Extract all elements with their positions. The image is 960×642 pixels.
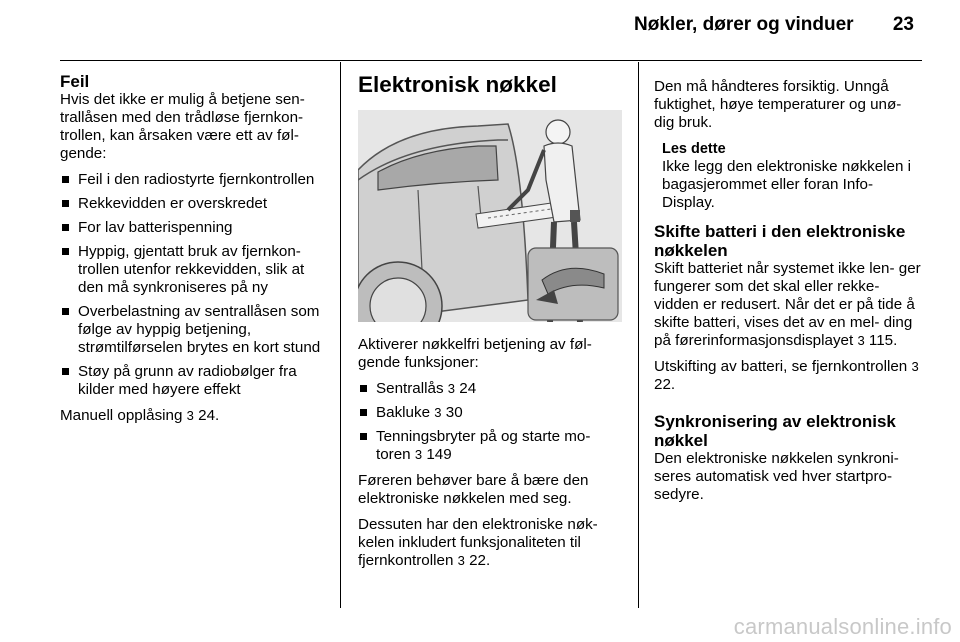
column-divider-1 bbox=[340, 62, 341, 608]
battery-replacement-paragraph: Utskifting av batteri, se fjernkontrollen 3 22. bbox=[654, 358, 919, 393]
section-heading-battery: Skifte batteri i den elektroniske nøkkelen bbox=[654, 222, 906, 260]
reference-arrow-icon: 3 bbox=[447, 381, 456, 396]
intro-paragraph: Hvis det ikke er mulig å betjene sen- trallåsen med den trådløse fjernkon- trollen, kan årsaken være ett av føl- gende: bbox=[60, 91, 305, 162]
right-column bbox=[654, 78, 924, 512]
sync-paragraph: Den elektroniske nøkkelen synkroni- seres automatisk ved hver startpro- sedyre. bbox=[654, 450, 899, 503]
page-number: 23 bbox=[892, 14, 914, 35]
reference-arrow-icon: 3 bbox=[414, 447, 423, 462]
reference-link[interactable]: 22. bbox=[469, 552, 491, 569]
page-header bbox=[634, 14, 914, 36]
manual-unlock-reference: Manuell opplåsing 3 24. bbox=[60, 407, 220, 424]
battery-paragraph: Skift batteriet når systemet ikke len- ger fungerer som det skal eller rekke- vidden er redusert. Når det er på tide å skifte batteri, vises det av en mel- ding på førerinformasjonsdisplayet 3 115. bbox=[654, 260, 921, 349]
paragraph-carry-key: Føreren behøver bare å bære den elektroniske nøkkelen med seg. bbox=[358, 472, 589, 507]
list-item: Feil i den radiostyrte fjernkontrollen bbox=[60, 171, 328, 189]
list-item: Hyppig, gjentatt bruk av fjernkon- trollen utenfor rekkevidden, slik at den må synkroniseres på ny bbox=[60, 243, 328, 297]
list-item: Tenningsbryter på og starte mo- toren 3 149 bbox=[358, 428, 624, 464]
watermark: carmanualsonline.info bbox=[733, 614, 952, 639]
list-item: Støy på grunn av radiobølger fra kilder med høyere effekt bbox=[60, 363, 328, 399]
left-column bbox=[60, 72, 328, 433]
illustration-person-unlocking-car bbox=[358, 110, 622, 322]
section-heading-electronic-key: Elektronisk nøkkel bbox=[358, 72, 557, 97]
list-item: Sentrallås 3 24 bbox=[358, 380, 624, 398]
list-item: Bakluke 3 30 bbox=[358, 404, 624, 422]
reference-arrow-icon: 3 bbox=[186, 408, 194, 423]
section-heading-sync: Synkronisering av elektronisk nøkkel bbox=[654, 412, 896, 450]
column-divider-2 bbox=[638, 62, 639, 608]
reference-arrow-icon: 3 bbox=[857, 333, 865, 348]
note-title: Les dette bbox=[662, 141, 726, 157]
note-box bbox=[654, 140, 924, 212]
reference-link[interactable]: 30 bbox=[445, 404, 463, 421]
reference-arrow-icon: 3 bbox=[434, 405, 442, 420]
reference-arrow-icon: 3 bbox=[911, 359, 919, 374]
header-rule bbox=[60, 60, 922, 61]
handling-paragraph: Den må håndteres forsiktig. Unngå fuktighet, høye temperaturer og unø- dig bruk. bbox=[654, 78, 902, 131]
intro-paragraph: Aktiverer nøkkelfri betjening av føl- gende funksjoner: bbox=[358, 336, 592, 371]
reference-link[interactable]: 22. bbox=[654, 376, 676, 393]
reference-link[interactable]: 24. bbox=[198, 407, 220, 424]
reference-arrow-icon: 3 bbox=[457, 553, 465, 568]
function-list bbox=[358, 380, 624, 464]
section-heading-feil: Feil bbox=[60, 72, 90, 91]
reference-link[interactable]: 24 bbox=[459, 380, 477, 397]
paragraph-remote-function: Dessuten har den elektroniske nøk- kelen inkludert funksjonaliteten til fjernkontrollen 3 22. bbox=[358, 516, 598, 569]
note-text: Ikke legg den elektroniske nøkkelen i bagasjerommet eller foran Info-Display. bbox=[662, 158, 912, 211]
list-item: Rekkevidden er overskredet bbox=[60, 195, 328, 213]
middle-column bbox=[358, 72, 624, 578]
list-item: Overbelastning av sentrallåsen som følge av hyppig betjening, strømtilførselen brytes en kort stund bbox=[60, 303, 328, 357]
reference-link[interactable]: 115. bbox=[868, 332, 898, 349]
list-item: For lav batterispenning bbox=[60, 219, 328, 237]
fault-list bbox=[60, 171, 328, 399]
page-title: Nøkler, dører og vinduer bbox=[633, 14, 854, 35]
reference-link[interactable]: 149 bbox=[426, 446, 452, 463]
